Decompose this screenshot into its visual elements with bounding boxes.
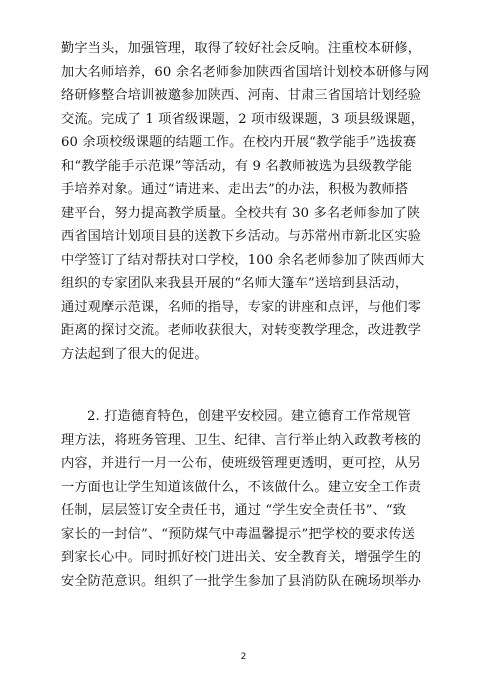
text-line: 手培养对象。通过“请进来、走出去”的办法，积极为教师搭 (61, 182, 409, 197)
paragraph-moral-education-safety (61, 405, 433, 593)
text-line: 交流。完成了 1 项省级课题，2 项市级课题，3 项县级课题， (61, 111, 425, 127)
text-line: 络研修整合培训被邀参加陕西、河南、甘肃三省国培计划经验 (61, 88, 422, 103)
text-line: 任制，层层签订安全责任书，通过 “学生安全责任书”、“致 (61, 503, 407, 518)
text-line: 内容，并进行一月一公布，使班级管理更透明，更可控，从另 (61, 456, 422, 471)
text-line: 60 余项校级课题的结题工作。在校内开展“教学能手”选拔赛 (61, 135, 417, 150)
text-line: 中学签订了结对帮扶对口学校，100 余名老师参加了陕西师大 (61, 252, 425, 268)
text-line: 距离的探讨交流。老师收获很大，对转变教学理念，改进教学 (61, 323, 422, 338)
page-number: 2 (240, 652, 247, 662)
text-line: 和“教学能手示范课”等活动，有 9 名教师被选为县级教学能 (61, 158, 413, 174)
paragraph-teaching-research (61, 37, 433, 366)
text-line: 家长的一封信”、“预防煤气中毒温馨提示”把学校的要求传送 (61, 526, 416, 542)
text-line: 加大名师培养，60 余名老师参加陕西省国培计划校本研修与网 (61, 64, 430, 80)
text-line: 方法起到了很大的促进。 (61, 346, 208, 362)
text-line: 安全防范意识。组织了一批学生参加了县消防队在碗场坝举办 (61, 573, 422, 589)
text-line: 建平台，努力提高教学质量。全校共有 30 多名老师参加了陕 (61, 205, 421, 221)
text-line: 到家长心中。同时抓好校门进出关、安全教育关，增强学生的 (61, 550, 422, 565)
text-line: 组织的专家团队来我县开展的“名师大篷车”送培到县活动， (61, 276, 409, 291)
text-line: 勤字当头，加强管理，取得了较好社会反响。注重校本研修， (61, 41, 422, 56)
text-line: 西省国培计划项目县的送教下乡活动。与苏常州市新北区实验 (61, 229, 422, 244)
text-line: 通过观摩示范课，名师的指导，专家的讲座和点评，与他们零 (61, 299, 422, 315)
text-line: 一方面也让学生知道该做什么，不该做什么。建立安全工作责 (61, 479, 422, 495)
text-line: 2. 打造德育特色，创建平安校园。建立德育工作常规管 (87, 409, 411, 424)
text-line: 理方法，将班务管理、卫生、纪律、言行举止纳入政教考核的 (61, 432, 422, 448)
